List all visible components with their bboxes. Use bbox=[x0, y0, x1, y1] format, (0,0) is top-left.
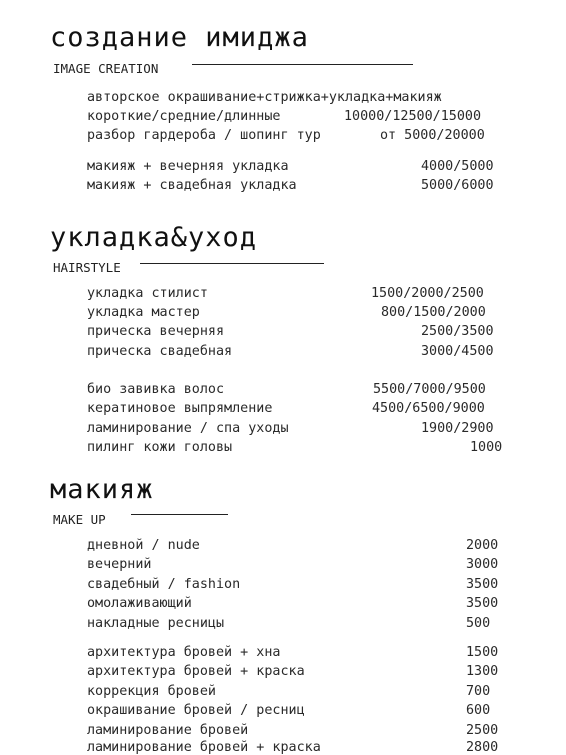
item-name: укладка мастер bbox=[87, 305, 200, 320]
list-item bbox=[87, 286, 208, 301]
list-item bbox=[87, 305, 200, 320]
list-item bbox=[87, 324, 224, 339]
item-price: 5000/6000 bbox=[421, 178, 494, 193]
item-price: 600 bbox=[466, 703, 491, 718]
list-item bbox=[87, 90, 442, 105]
item-name: дневной / nude bbox=[87, 538, 200, 553]
section-title-image: создание имиджа bbox=[50, 22, 309, 53]
list-item bbox=[87, 616, 224, 631]
item-price: 10000/12500/15000 bbox=[344, 109, 482, 124]
item-price: 4000/5000 bbox=[421, 159, 494, 174]
list-item bbox=[87, 382, 224, 397]
item-price: 1500 bbox=[466, 645, 499, 660]
item-name: коррекция бровей bbox=[87, 684, 216, 699]
divider-hair bbox=[140, 263, 324, 264]
list-item bbox=[87, 664, 305, 679]
item-name: омолаживающий bbox=[87, 596, 192, 611]
list-item bbox=[87, 684, 216, 699]
item-price: 3000/4500 bbox=[421, 344, 494, 359]
item-price: 800/1500/2000 bbox=[381, 305, 486, 320]
item-name: авторское окрашивание+стрижка+укладка+макияж bbox=[87, 90, 442, 105]
list-item bbox=[87, 128, 321, 143]
item-name: укладка стилист bbox=[87, 286, 208, 301]
item-name: окрашивание бровей / ресниц bbox=[87, 703, 305, 718]
list-item bbox=[87, 421, 289, 436]
item-name: ламинирование / спа уходы bbox=[87, 421, 289, 436]
section-subtitle-makeup: MAKE UP bbox=[53, 512, 106, 527]
item-name: кератиновое выпрямление bbox=[87, 401, 273, 416]
item-name: архитектура бровей + хна bbox=[87, 645, 281, 660]
item-price: 4500/6500/9000 bbox=[372, 401, 485, 416]
divider-makeup bbox=[131, 514, 228, 515]
section-title-hair: укладка&уход bbox=[50, 222, 258, 253]
item-price: 3500 bbox=[466, 577, 499, 592]
divider-image bbox=[192, 64, 413, 65]
item-name: прическа свадебная bbox=[87, 344, 233, 359]
item-price: 2800 bbox=[466, 740, 499, 755]
list-item bbox=[87, 740, 321, 755]
item-name: разбор гардероба / шопинг тур bbox=[87, 128, 321, 143]
item-price: 3500 bbox=[466, 596, 499, 611]
item-price: 2500 bbox=[466, 723, 499, 738]
item-price: 2000 bbox=[466, 538, 499, 553]
item-price: 1300 bbox=[466, 664, 499, 679]
list-item bbox=[87, 538, 200, 553]
item-price: 1500/2000/2500 bbox=[371, 286, 484, 301]
item-name: ламинирование бровей + краска bbox=[87, 740, 321, 755]
list-item bbox=[87, 344, 232, 359]
item-name: короткие/средние/длинные bbox=[87, 109, 281, 124]
item-price: 2500/3500 bbox=[421, 324, 494, 339]
item-name: ламинирование бровей bbox=[87, 723, 249, 738]
list-item bbox=[87, 596, 192, 611]
item-name: макияж + свадебная укладка bbox=[87, 178, 297, 193]
section-subtitle-image: IMAGE CREATION bbox=[53, 61, 159, 76]
section-subtitle-hair: HAIRSTYLE bbox=[53, 260, 121, 275]
item-name: пилинг кожи головы bbox=[87, 440, 233, 455]
list-item bbox=[87, 159, 289, 174]
list-item bbox=[87, 557, 152, 572]
list-item bbox=[87, 723, 248, 738]
item-name: свадебный / fashion bbox=[87, 577, 241, 592]
list-item bbox=[87, 577, 240, 592]
item-name: вечерний bbox=[87, 557, 152, 572]
list-item bbox=[87, 645, 280, 660]
list-item bbox=[87, 440, 232, 455]
item-name: макияж + вечерняя укладка bbox=[87, 159, 289, 174]
item-price: 1000 bbox=[470, 440, 503, 455]
item-price: от 5000/20000 bbox=[380, 128, 485, 143]
item-name: прическа вечерняя bbox=[87, 324, 225, 339]
item-name: архитектура бровей + краска bbox=[87, 664, 305, 679]
list-item bbox=[87, 401, 272, 416]
item-price: 700 bbox=[466, 684, 491, 699]
list-item bbox=[87, 703, 305, 718]
item-name: био завивка волос bbox=[87, 382, 225, 397]
list-item bbox=[87, 178, 297, 193]
item-name: накладные ресницы bbox=[87, 616, 225, 631]
section-title-makeup: макияж bbox=[50, 474, 154, 505]
item-price: 3000 bbox=[466, 557, 499, 572]
item-price: 5500/7000/9500 bbox=[373, 382, 486, 397]
item-price: 500 bbox=[466, 616, 491, 631]
list-item bbox=[87, 109, 280, 124]
item-price: 1900/2900 bbox=[421, 421, 494, 436]
